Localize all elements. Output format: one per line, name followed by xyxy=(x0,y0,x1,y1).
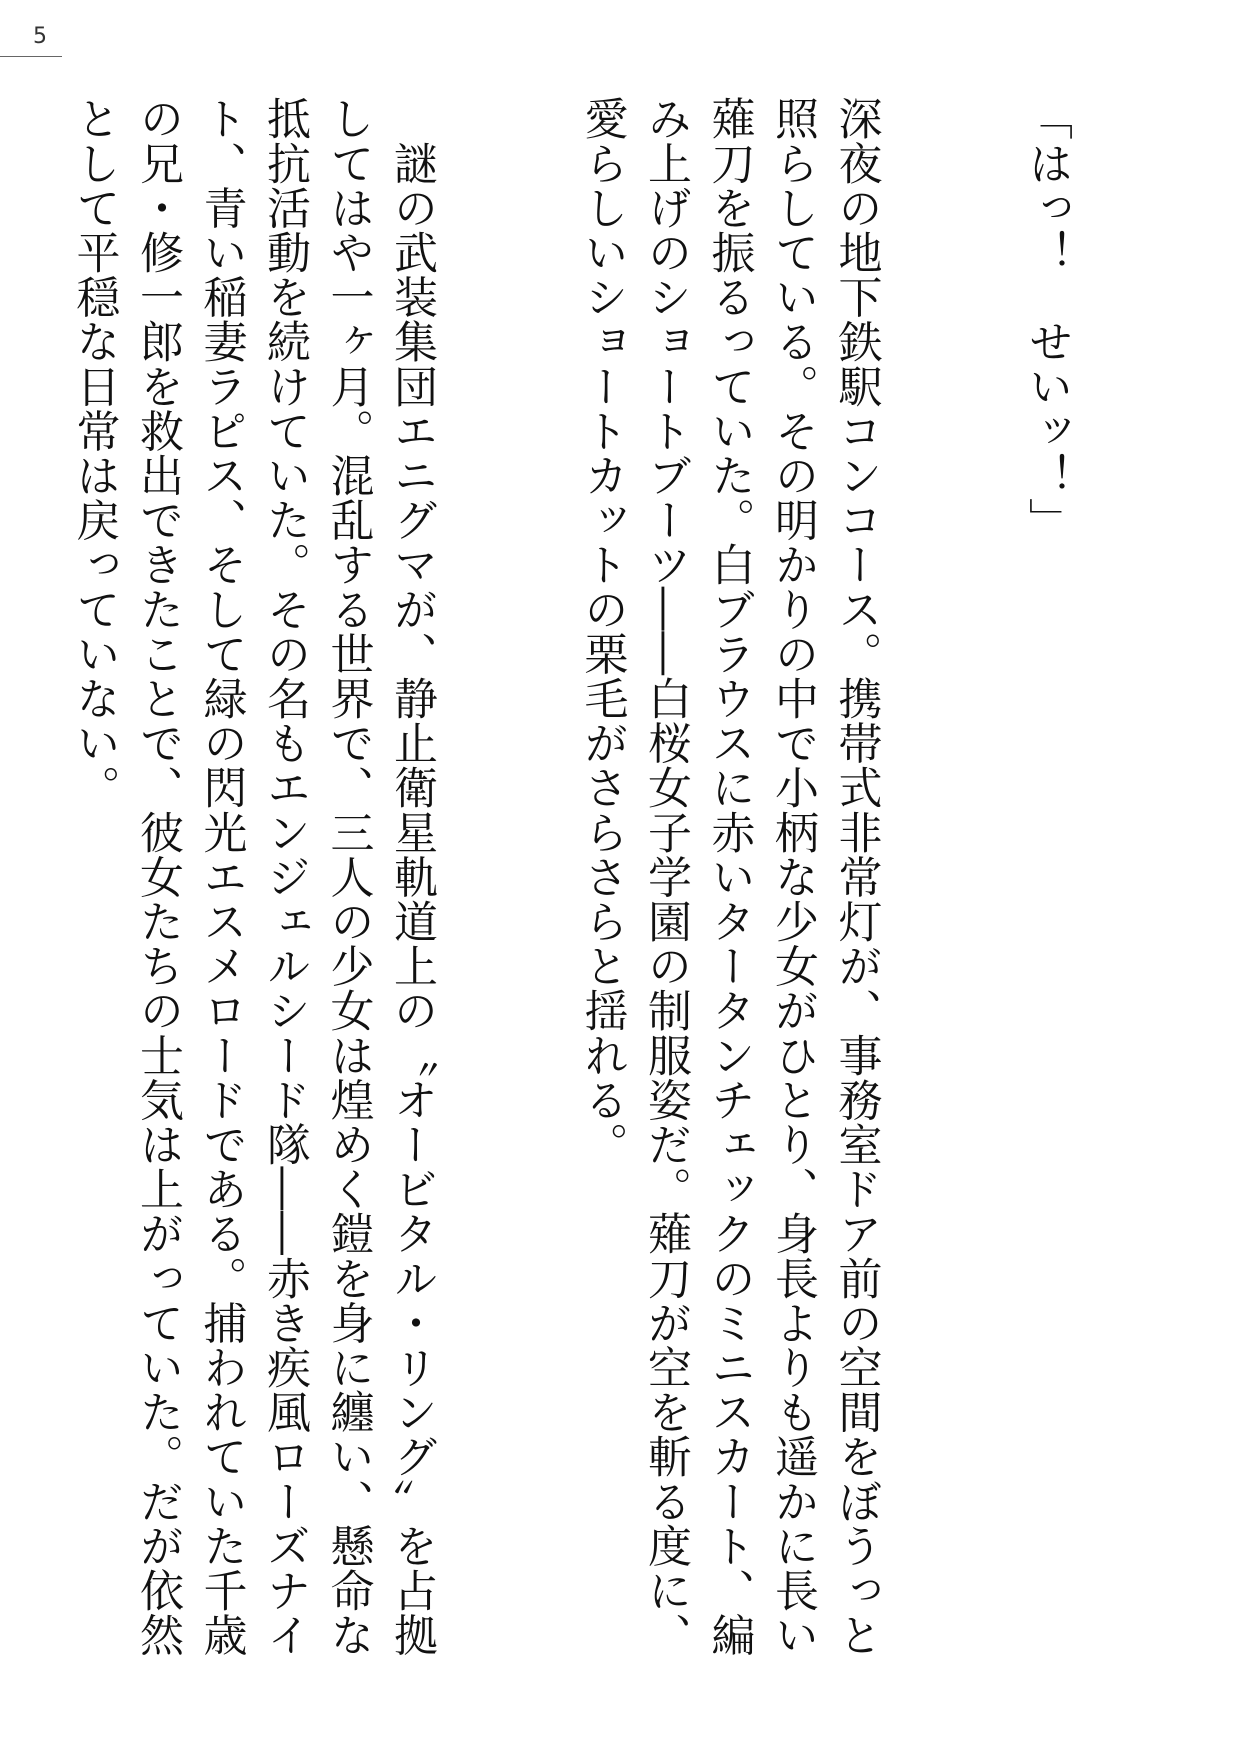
paragraph-narration-1: 深夜の地下鉄駅コンコース。携帯式非常灯が、事務室ドア前の空間をぼうっと照らしている。その明かりの中で小柄な少女がひとり、身長よりも遥かに長い薙刀を振るっていた。白ブラウスに赤いタータンチェックのミニスカート、編み上げのショートブーツ――白桜女子学園の制服姿だ。薙刀が空を斬る度に、愛らしいショートカットの栗毛がさらさらと揺れる。 xyxy=(576,96,882,1657)
body-text xyxy=(0,96,1205,1696)
page-number: 5 xyxy=(33,24,47,49)
paragraph-narration-2: 謎の武装集団エニグマが、静止衛星軌道上の〝オービタル・リング〟を占拠してはや一ヶ月。混乱する世界で、三人の少女は煌めく鎧を身に纏い、懸命な抵抗活動を続けていた。その名もエンジェルシード隊――赤き疾風ローズナイト、青い稲妻ラピス、そして緑の閃光エスメロードである。捕われていた千歳の兄・修一郎を救出できたことで、彼女たちの士気は上がっていた。だが依然として平穏な日常は戻っていない。 xyxy=(68,96,437,1657)
header-rule xyxy=(0,56,62,57)
paragraph-dialogue-1: 「はっ！ せいッ！」 xyxy=(1021,96,1072,542)
